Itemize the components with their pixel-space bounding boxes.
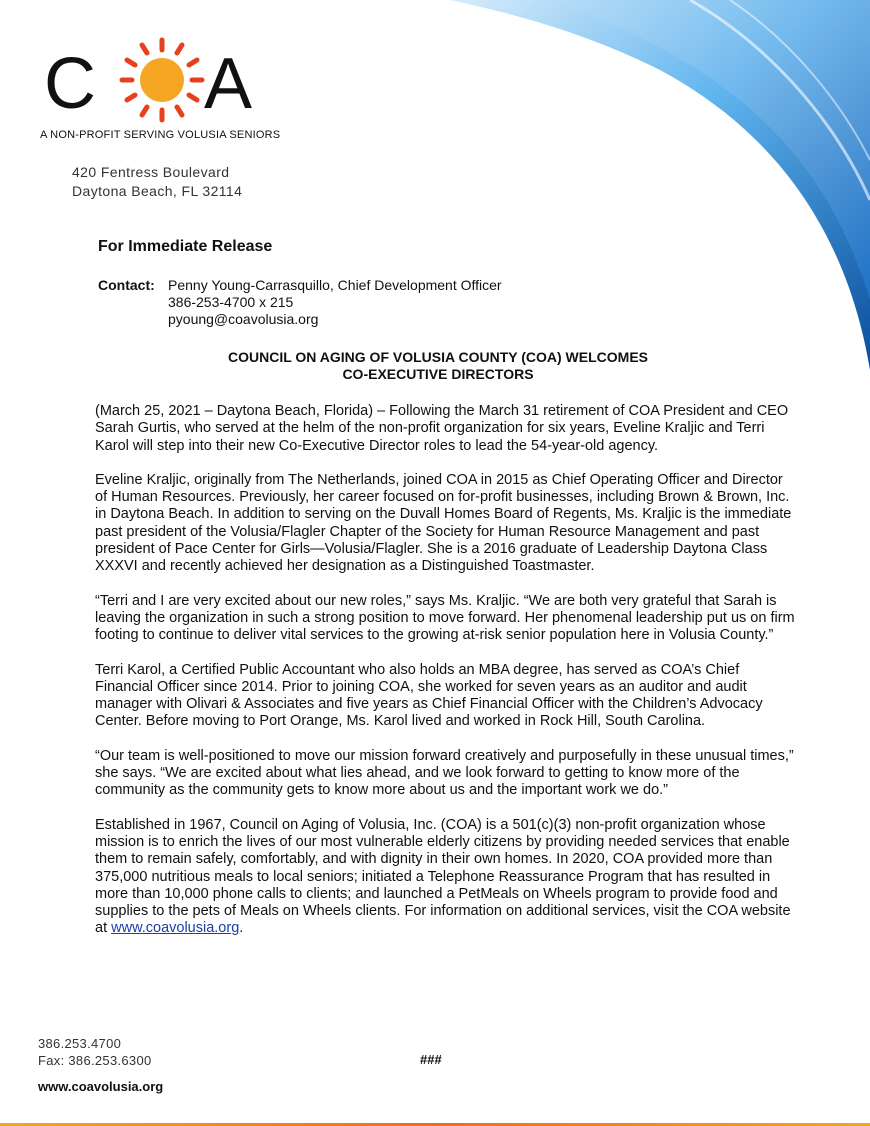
logo-letter-a: A (204, 44, 253, 124)
press-body (95, 403, 795, 955)
address-line-2: Daytona Beach, FL 32114 (72, 183, 243, 199)
paragraph: Terri Karol, a Certified Public Accountant who also holds an MBA degree, has served as COA’s Chief Financial Officer since 2014. Prior to joining COA, she worked for seven years as an auditor and audit manager with Olivari & Associates and five years as Chief Financial Officer with the Children’s Advocacy Center. Before moving to Port Orange, Ms. Karol lived and worked in Rock Hill, South Carolina. (95, 661, 763, 730)
paragraph: “Terri and I are very excited about our new roles,” says Ms. Kraljic. “We are both very grateful that Sarah is leaving the organization in such a strong position to move forward. Her phenomenal leadership put us on firm footing to continue to deliver vital services to the growing at-risk senior population here in Volusia County.” (95, 592, 795, 644)
paragraph-closing (95, 817, 795, 938)
website-link[interactable]: www.coavolusia.org (111, 920, 240, 937)
tagline: A NON-PROFIT SERVING VOLUSIA SENIORS (40, 129, 281, 141)
paragraph: (March 25, 2021 – Daytona Beach, Florida) – Following the March 31 retirement of COA President and CEO Sarah Gurtis, who served at the helm of the non-profit organization for six years, Eveline Kraljic and Terri Karol will step into their new Co-Executive Director roles to lead the 54-year-old agency. (95, 403, 789, 454)
closing-text: Established in 1967, Council on Aging of Volusia, Inc. (COA) is a 501(c)(3) non-profit organization whose mission is to enrich the lives of our most vulnerable elderly citizens by providing needed services that enable them to remain safely, comfortably, and with dignity in their own homes. In 2020, COA provided more than 375,000 nutritious meals to local seniors; initiated a Telephone Reassurance Program that has resulted in more than 10,000 phone calls to clients; and launched a PetMeals on Wheels program to provide food and supplies to the pets of Meals on Wheels clients. For information on additional services, visit the COA website at (95, 816, 791, 937)
contact-phone: 386-253-4700 x 215 (168, 294, 294, 310)
coa-logo (40, 30, 280, 130)
contact-email: pyoung@coavolusia.org (168, 311, 319, 327)
headline-line-1: COUNCIL ON AGING OF VOLUSIA COUNTY (COA) WELCOMES (228, 349, 648, 365)
logo-letter-c: C (44, 44, 96, 124)
end-marker: ### (420, 1052, 442, 1067)
address-line-1: 420 Fentress Boulevard (72, 164, 230, 180)
contact-block (98, 277, 502, 328)
press-headline (98, 349, 778, 383)
closing-period: . (239, 920, 244, 937)
footer-contact (38, 1035, 152, 1069)
paragraph: Eveline Kraljic, originally from The Netherlands, joined COA in 2015 as Chief Operating Officer and Director of Human Resources. Previously, her career focused on for-profit businesses, including Brown & Brown, Inc. in Daytona Beach. In addition to serving on the Duvall Homes Board of Regents, Ms. Kraljic is the immediate past president of the Volusia/Flagler Chapter of the Society for Human Resource Management and past president of Pace Center for Girls—Volusia/Flagler. She is a 2016 graduate of Leadership Daytona Class XXXVI and recently achieved her designation as a Distinguished Toastmaster. (95, 471, 792, 575)
contact-label: Contact: (98, 277, 155, 293)
footer-website: www.coavolusia.org (38, 1079, 164, 1094)
headline-line-2: CO-EXECUTIVE DIRECTORS (342, 366, 534, 382)
contact-name: Penny Young-Carrasquillo, Chief Development Officer (168, 277, 502, 293)
footer-fax: Fax: 386.253.6300 (38, 1053, 152, 1068)
address-block (72, 163, 242, 201)
paragraph: “Our team is well-positioned to move our mission forward creatively and purposefully in these unusual times,” she says. “We are excited about what lies ahead, and we look forward to getting to know more of the community as the community gets to know more about us and the important work we do.” (95, 747, 794, 799)
release-heading: For Immediate Release (98, 238, 273, 255)
footer-phone: 386.253.4700 (38, 1036, 122, 1051)
sun-icon (122, 40, 202, 120)
